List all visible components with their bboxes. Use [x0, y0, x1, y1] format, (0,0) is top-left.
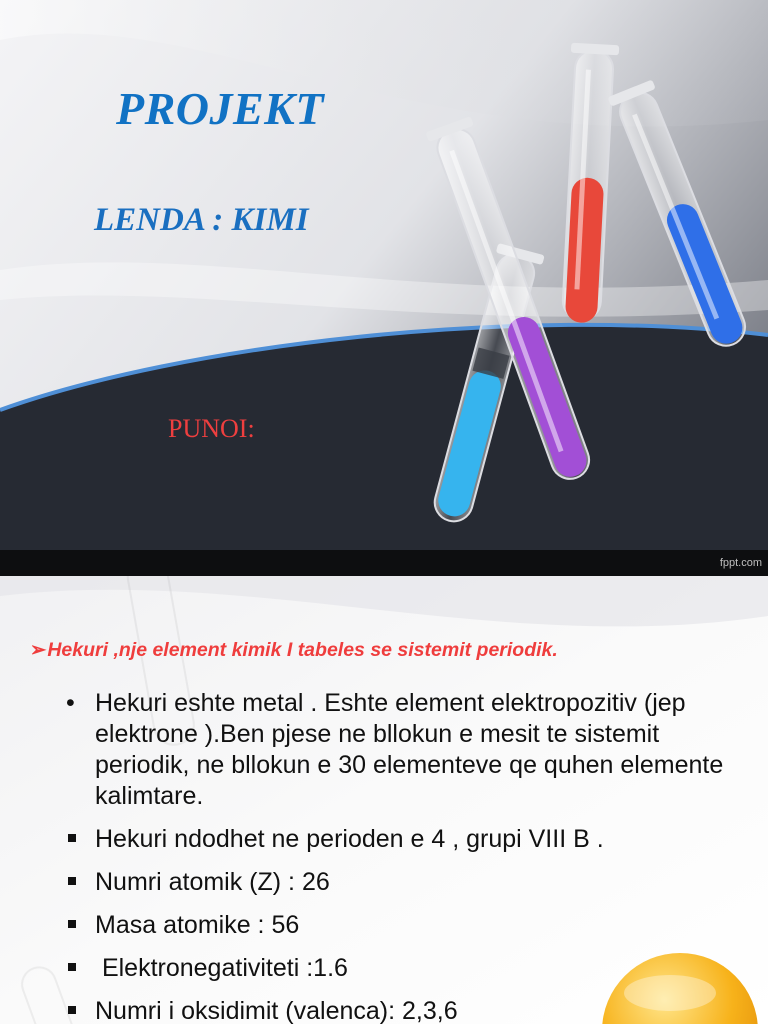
list-item-text: Hekuri ndodhet ne perioden e 4 , grupi VIII B . — [95, 825, 604, 853]
slide-title-text: PROJEKT — [116, 83, 324, 134]
list-item-text: Masa atomike : 56 — [95, 911, 300, 939]
iron-element-icon — [600, 951, 768, 1024]
list-item-text: Hekuri eshte metal . Eshte element elektropozitiv (jep elektrone ).Ben pjese ne bllokun e mesit te sistemit periodik, ne bllokun e 30 elementeve qe quhen elemente kalimtare. — [95, 689, 724, 810]
list-item — [66, 688, 746, 812]
list-item-text: Elektronegativiteti :1.6 — [95, 954, 348, 982]
square-bullet-icon — [68, 877, 76, 885]
list-item — [66, 910, 746, 941]
list-item — [66, 867, 746, 898]
square-bullet-icon — [68, 834, 76, 842]
author-label: PUNOI: — [168, 414, 255, 443]
subject-text: LENDA : KIMI — [94, 202, 309, 238]
list-item-text: Numri atomik (Z) : 26 — [95, 868, 330, 896]
heading-text: Hekuri ,nje element kimik I tabeles se sistemit periodik. — [47, 639, 558, 661]
bullet-dot-icon: • — [66, 689, 75, 717]
footer-watermark: fppt.com — [719, 557, 762, 569]
square-bullet-icon — [68, 1006, 76, 1014]
list-item-text: Numri i oksidimit (valenca): 2,3,6 — [95, 997, 458, 1024]
square-bullet-icon — [68, 920, 76, 928]
slide-heading — [30, 638, 558, 662]
arrow-bullet-icon: ➢ — [30, 639, 47, 661]
list-item — [66, 824, 746, 855]
square-bullet-icon — [68, 963, 76, 971]
slide-content — [0, 576, 768, 1024]
